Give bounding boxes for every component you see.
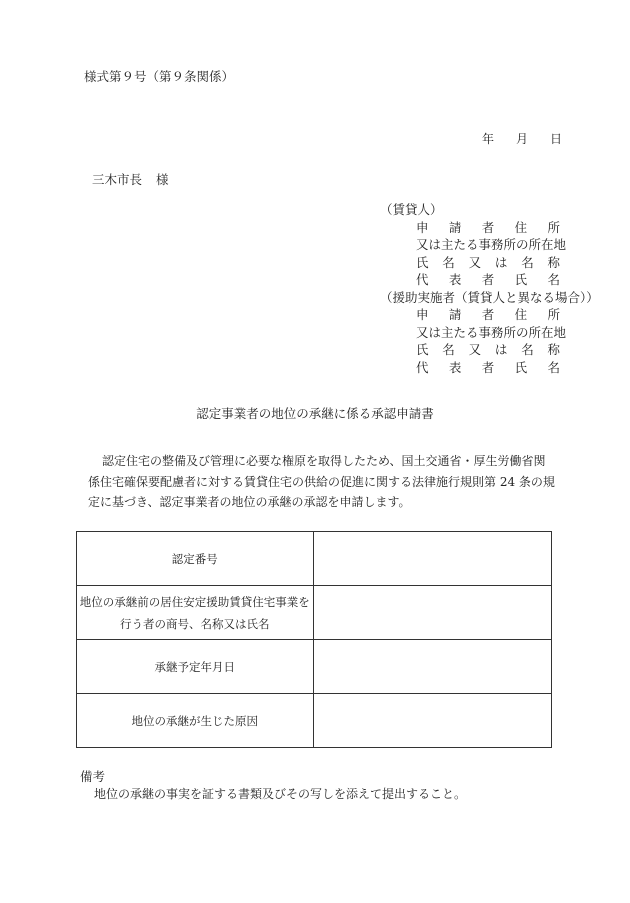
field-label-char: 請 bbox=[448, 307, 462, 322]
field-label-char: 名 bbox=[547, 359, 560, 375]
date-day-label: 日 bbox=[549, 132, 562, 146]
lessor-fields bbox=[380, 219, 567, 289]
support-implementer-heading: （援助実施者（賃貸人と異なる場合）） bbox=[380, 289, 599, 305]
table-row bbox=[77, 640, 552, 694]
field-label-row bbox=[416, 254, 560, 272]
table-row bbox=[77, 532, 552, 586]
field-label-char: 者 bbox=[481, 307, 495, 322]
field-label-row bbox=[416, 359, 560, 377]
date-year-label: 年 bbox=[482, 132, 495, 146]
field-label-char: 名 bbox=[547, 272, 560, 287]
field-label-char: 代 bbox=[416, 272, 429, 287]
field-label-char: 名 bbox=[521, 342, 534, 357]
addressee-honorific: 様 bbox=[156, 172, 169, 187]
field-label-char: 住 bbox=[514, 307, 528, 322]
field-label-char: 表 bbox=[448, 359, 462, 375]
applicant-block bbox=[380, 201, 599, 376]
succession-date-label: 承継予定年月日 bbox=[77, 640, 314, 694]
notes-heading: 備考 bbox=[80, 769, 106, 784]
field-label-char: 又は主たる事務所の所在地 bbox=[416, 324, 567, 340]
field-label-char: 者 bbox=[481, 359, 495, 375]
field-label-char: 氏 bbox=[416, 254, 429, 270]
previous-operator-label bbox=[77, 586, 314, 640]
lessor-heading: （賃貸人） bbox=[380, 202, 443, 217]
field-label-char: 者 bbox=[481, 219, 495, 235]
body-paragraph: 認定住宅の整備及び管理に必要な権原を取得したため、国土交通省・厚生労働省関係住宅確保要配慮者に対する賃貸住宅の供給の促進に関する法律施行規則第 24 条の規定に基づき、認定事業者の地位の承継の承認を申請します。 bbox=[88, 454, 555, 509]
field-label-char: 所 bbox=[547, 307, 560, 322]
certification-number-value[interactable] bbox=[313, 532, 551, 586]
field-label-row bbox=[416, 324, 567, 342]
previous-operator-label-text: 地位の承継前の居住安定援助賃貸住宅事業を 行う者の商号、名称又は氏名 bbox=[79, 594, 310, 631]
field-label-char: 住 bbox=[514, 219, 528, 235]
field-label-char: 代 bbox=[416, 359, 429, 375]
field-label-char: 申 bbox=[416, 219, 429, 235]
document-title: 認定事業者の地位の承継に係る承認申請書 bbox=[196, 406, 434, 421]
notes-text: 地位の承継の事実を証する書類及びその写しを添えて提出すること。 bbox=[94, 787, 467, 801]
date-month-label: 月 bbox=[515, 132, 528, 146]
succession-cause-value[interactable] bbox=[313, 694, 551, 748]
field-label-char: 表 bbox=[448, 272, 462, 287]
field-label-char: は bbox=[494, 342, 508, 357]
field-label-char: 又 bbox=[468, 254, 482, 270]
field-label-row bbox=[416, 236, 567, 254]
field-label-char: 所 bbox=[547, 219, 560, 235]
certification-number-label: 認定番号 bbox=[77, 532, 314, 586]
field-label-char: 者 bbox=[481, 272, 495, 287]
field-label-char: 氏 bbox=[514, 359, 528, 375]
table-row bbox=[77, 586, 552, 640]
table-row bbox=[77, 694, 552, 748]
field-label-char: は bbox=[494, 254, 508, 270]
field-label-char: 氏 bbox=[514, 272, 528, 287]
field-label-char: 名 bbox=[521, 254, 534, 270]
date-line bbox=[482, 130, 562, 147]
field-label-char: 又は主たる事務所の所在地 bbox=[416, 237, 567, 252]
addressee-name: 三木市長 bbox=[92, 172, 143, 187]
field-label-char: 申 bbox=[416, 307, 429, 322]
previous-operator-value[interactable] bbox=[313, 586, 551, 640]
field-label-row bbox=[416, 341, 560, 359]
addressee bbox=[92, 170, 169, 188]
field-label-row bbox=[416, 219, 560, 237]
field-label-char: 又 bbox=[468, 342, 482, 357]
form-number: 様式第９号（第９条関係） bbox=[84, 69, 235, 84]
field-label-char: 称 bbox=[547, 342, 560, 357]
succession-date-value[interactable] bbox=[313, 640, 551, 694]
field-label-char: 氏 bbox=[416, 342, 429, 357]
field-label-row bbox=[416, 306, 560, 324]
field-label-char: 名 bbox=[442, 254, 455, 270]
application-table bbox=[76, 531, 552, 748]
succession-cause-label: 地位の承継が生じた原因 bbox=[77, 694, 314, 748]
field-label-char: 称 bbox=[547, 254, 560, 270]
field-label-char: 名 bbox=[442, 342, 455, 357]
field-label-char: 請 bbox=[448, 219, 462, 235]
support-implementer-fields bbox=[380, 306, 567, 376]
field-label-row bbox=[416, 271, 560, 289]
